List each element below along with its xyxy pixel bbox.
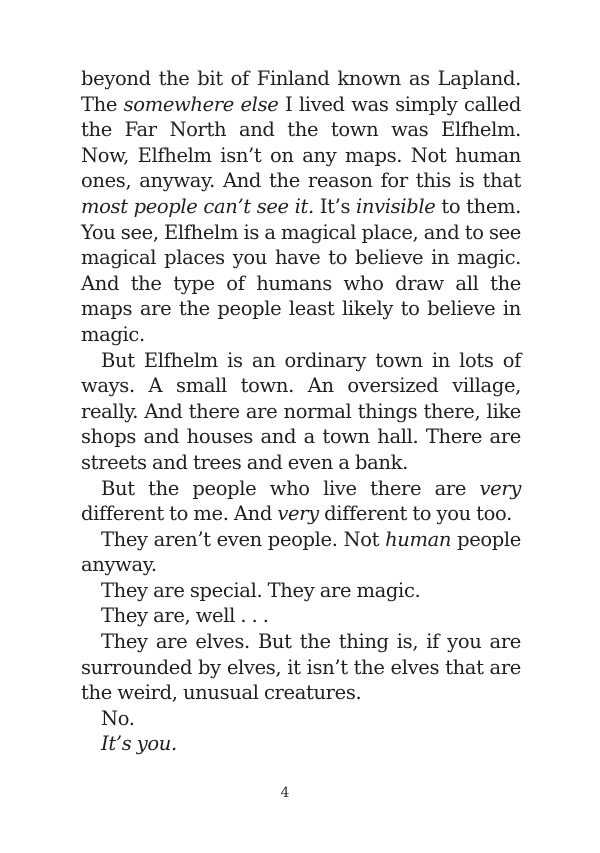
paragraph-1 (81, 66, 521, 348)
body-text (81, 66, 521, 757)
italic-text: very (277, 502, 319, 526)
text-run: They aren’t even people. Not (101, 527, 386, 551)
text-run: different to me. And (81, 502, 278, 526)
italic-text: most people can’t see it. (81, 194, 314, 218)
italic-text: very (479, 476, 521, 500)
text-run: beyond the bit of Finland known as Lapland. The (81, 67, 521, 116)
paragraph-7 (81, 629, 521, 706)
text-run: They are special. They are magic. (101, 578, 421, 602)
text-run: They are elves. But the thing is, if you are surrounded by elves, it isn’t the elves that are the weird, unusual creatures. (81, 630, 521, 705)
text-run: They are, well . . . (101, 604, 269, 628)
text-run: It’s (313, 194, 357, 218)
text-run: But Elfhelm is an ordinary town in lots of ways. A small town. An oversized village, really. And there are normal things there, like shops and houses and a town hall. There are streets and trees and even a bank. (81, 348, 521, 474)
text-run: But the people who live there are (101, 476, 480, 500)
text-run: to them. You see, Elfhelm is a magical place, and to see magical places you have to believe in magic. And the type of humans who draw all the maps are the people least likely to believe in magic. (81, 194, 521, 346)
paragraph-9 (81, 731, 521, 757)
text-run: No. (101, 706, 135, 730)
italic-text: It’s you. (101, 732, 177, 756)
italic-text: human (385, 527, 452, 551)
page-number: 4 (280, 785, 290, 801)
paragraph-6 (81, 603, 521, 629)
paragraph-2 (81, 348, 521, 476)
paragraph-4 (81, 527, 521, 578)
paragraph-3 (81, 476, 521, 527)
text-run: people anyway. (81, 527, 521, 577)
italic-text: invisible (356, 194, 436, 218)
text-run: I lived was simply called the Far North and the town was Elfhelm. Now, Elfhelm isn’t on any maps. Not human ones, anyway. And the reason for this is that (81, 92, 521, 193)
paragraph-8 (81, 706, 521, 732)
paragraph-5 (81, 578, 521, 604)
italic-text: somewhere else (123, 92, 279, 116)
text-run: different to you too. (318, 502, 512, 526)
